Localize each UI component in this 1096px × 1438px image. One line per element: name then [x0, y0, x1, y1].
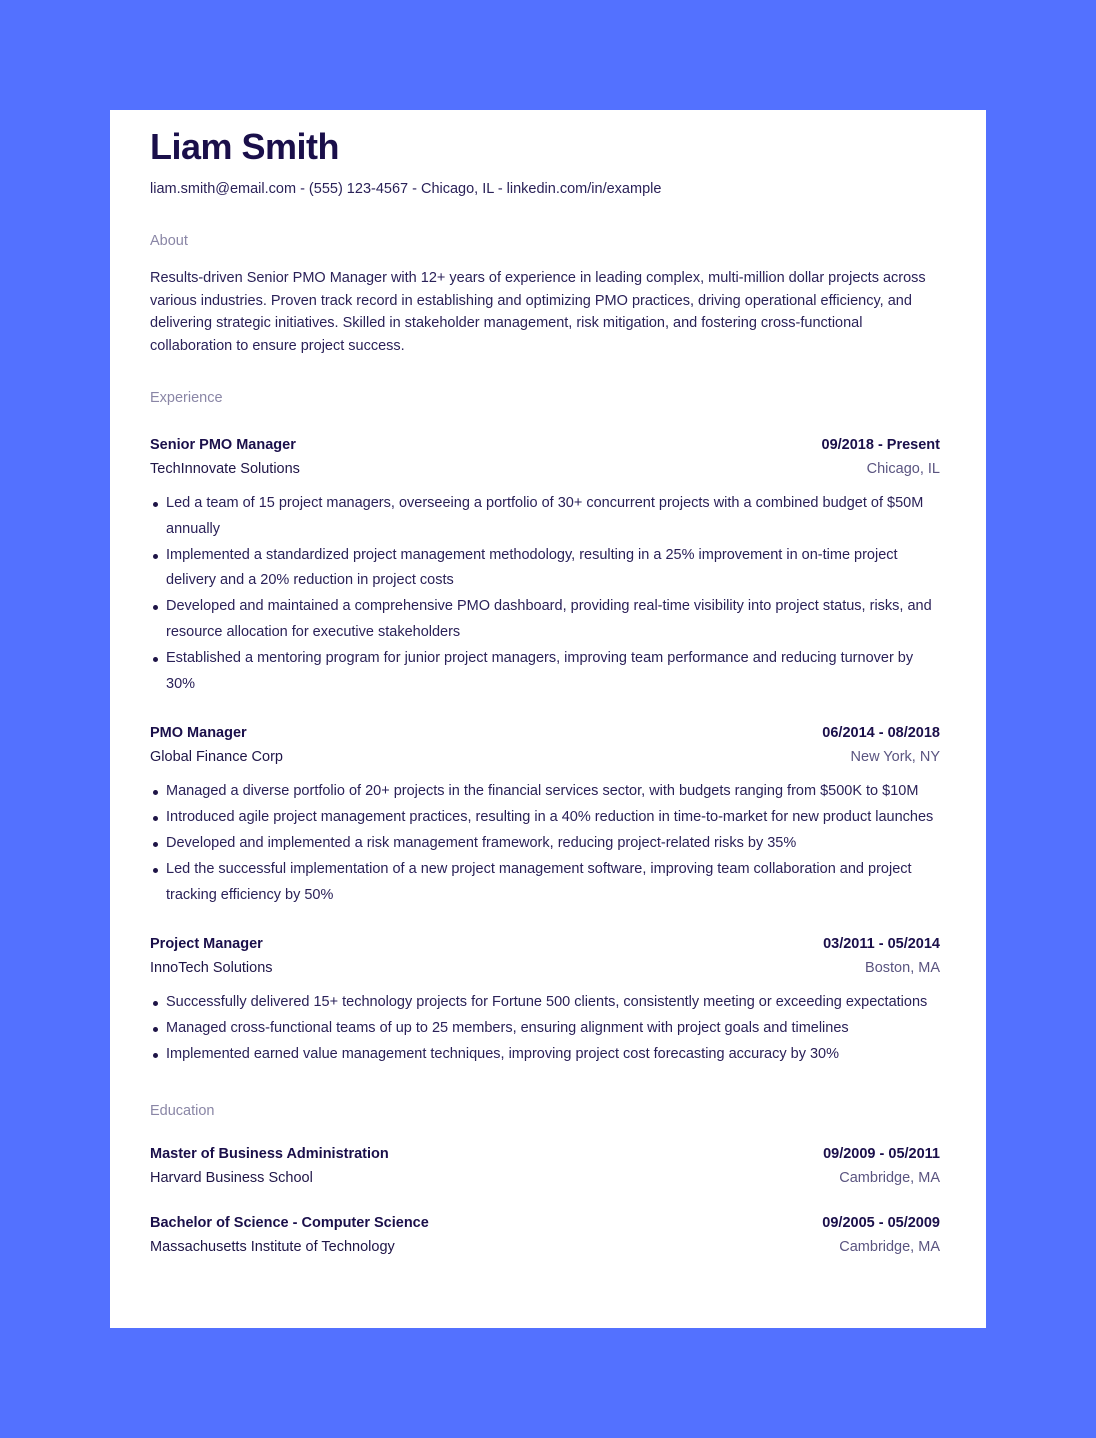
job-dates: 09/2018 - Present — [821, 437, 940, 453]
about-section-title: About — [150, 233, 188, 249]
education-entry — [150, 1211, 940, 1259]
education-section-title: Education — [150, 1102, 215, 1119]
school-location: Cambridge, MA — [839, 1238, 940, 1255]
contact-line: liam.smith@email.com - (555) 123-4567 - Chicago, IL - linkedin.com/in/example — [150, 181, 662, 197]
school-name: Massachusetts Institute of Technology — [150, 1238, 395, 1255]
job-dates: 03/2011 - 05/2014 — [823, 936, 940, 953]
experience-entry — [150, 932, 940, 1067]
job-location: Boston, MA — [865, 960, 940, 977]
bullet-item: Managed cross-functional teams of up to 25 members, ensuring alignment with project goals and timelines — [166, 1016, 940, 1042]
job-location: New York, NY — [850, 749, 940, 766]
experience-entry — [150, 433, 940, 697]
bullet-item: Implemented a standardized project management methodology, resulting in a 25% improvement in on-time project delivery and a 20% reduction in project costs — [166, 543, 940, 595]
bullet-item: Developed and maintained a comprehensive PMO dashboard, providing real-time visibility into project status, risks, and resource allocation for executive stakeholders — [166, 594, 940, 646]
degree-name: Master of Business Administration — [150, 1145, 389, 1162]
bullet-item: Introduced agile project management practices, resulting in a 40% reduction in time-to-market for new product launches — [166, 805, 940, 831]
degree-name: Bachelor of Science - Computer Science — [150, 1214, 429, 1231]
job-role: Senior PMO Manager — [150, 437, 296, 453]
education-dates: 09/2009 - 05/2011 — [823, 1145, 940, 1162]
job-role: Project Manager — [150, 936, 263, 953]
bullet-item: Implemented earned value management techniques, improving project cost forecasting accuracy by 30% — [166, 1042, 940, 1068]
education-entry — [150, 1142, 940, 1190]
bullet-item: Established a mentoring program for junior project managers, improving team performance and reducing turnover by 30% — [166, 646, 940, 698]
candidate-name: Liam Smith — [150, 126, 340, 167]
job-role: PMO Manager — [150, 725, 247, 742]
job-company: InnoTech Solutions — [150, 960, 273, 977]
experience-section-title: Experience — [150, 390, 223, 406]
resume-page — [110, 110, 986, 1328]
bullet-item: Developed and implemented a risk management framework, reducing project-related risks by 35% — [166, 831, 940, 857]
about-text: Results-driven Senior PMO Manager with 12+ years of experience in leading complex, multi-million dollar projects across various industries. Proven track record in establishing and optimizing PMO practices, driving operational efficiency, and delivering strategic initiatives. Skilled in stakeholder management, risk mitigation, and fostering cross-functional collaboration to ensure project success. — [150, 270, 926, 354]
experience-entry — [150, 721, 940, 908]
job-bullets — [150, 990, 940, 1067]
job-company: TechInnovate Solutions — [150, 461, 300, 477]
job-bullets — [150, 779, 940, 908]
school-location: Cambridge, MA — [839, 1169, 940, 1186]
education-dates: 09/2005 - 05/2009 — [822, 1214, 940, 1231]
school-name: Harvard Business School — [150, 1169, 313, 1186]
job-location: Chicago, IL — [866, 461, 940, 477]
job-bullets — [150, 491, 940, 697]
bullet-item: Led a team of 15 project managers, overseeing a portfolio of 30+ concurrent projects with a combined budget of $50M annually — [166, 491, 940, 543]
bullet-item: Led the successful implementation of a new project management software, improving team collaboration and project tracking efficiency by 50% — [166, 857, 940, 909]
job-company: Global Finance Corp — [150, 749, 283, 766]
job-dates: 06/2014 - 08/2018 — [822, 725, 940, 742]
bullet-item: Successfully delivered 15+ technology projects for Fortune 500 clients, consistently meeting or exceeding expectations — [166, 990, 940, 1016]
bullet-item: Managed a diverse portfolio of 20+ projects in the financial services sector, with budgets ranging from $500K to $10M — [166, 779, 940, 805]
